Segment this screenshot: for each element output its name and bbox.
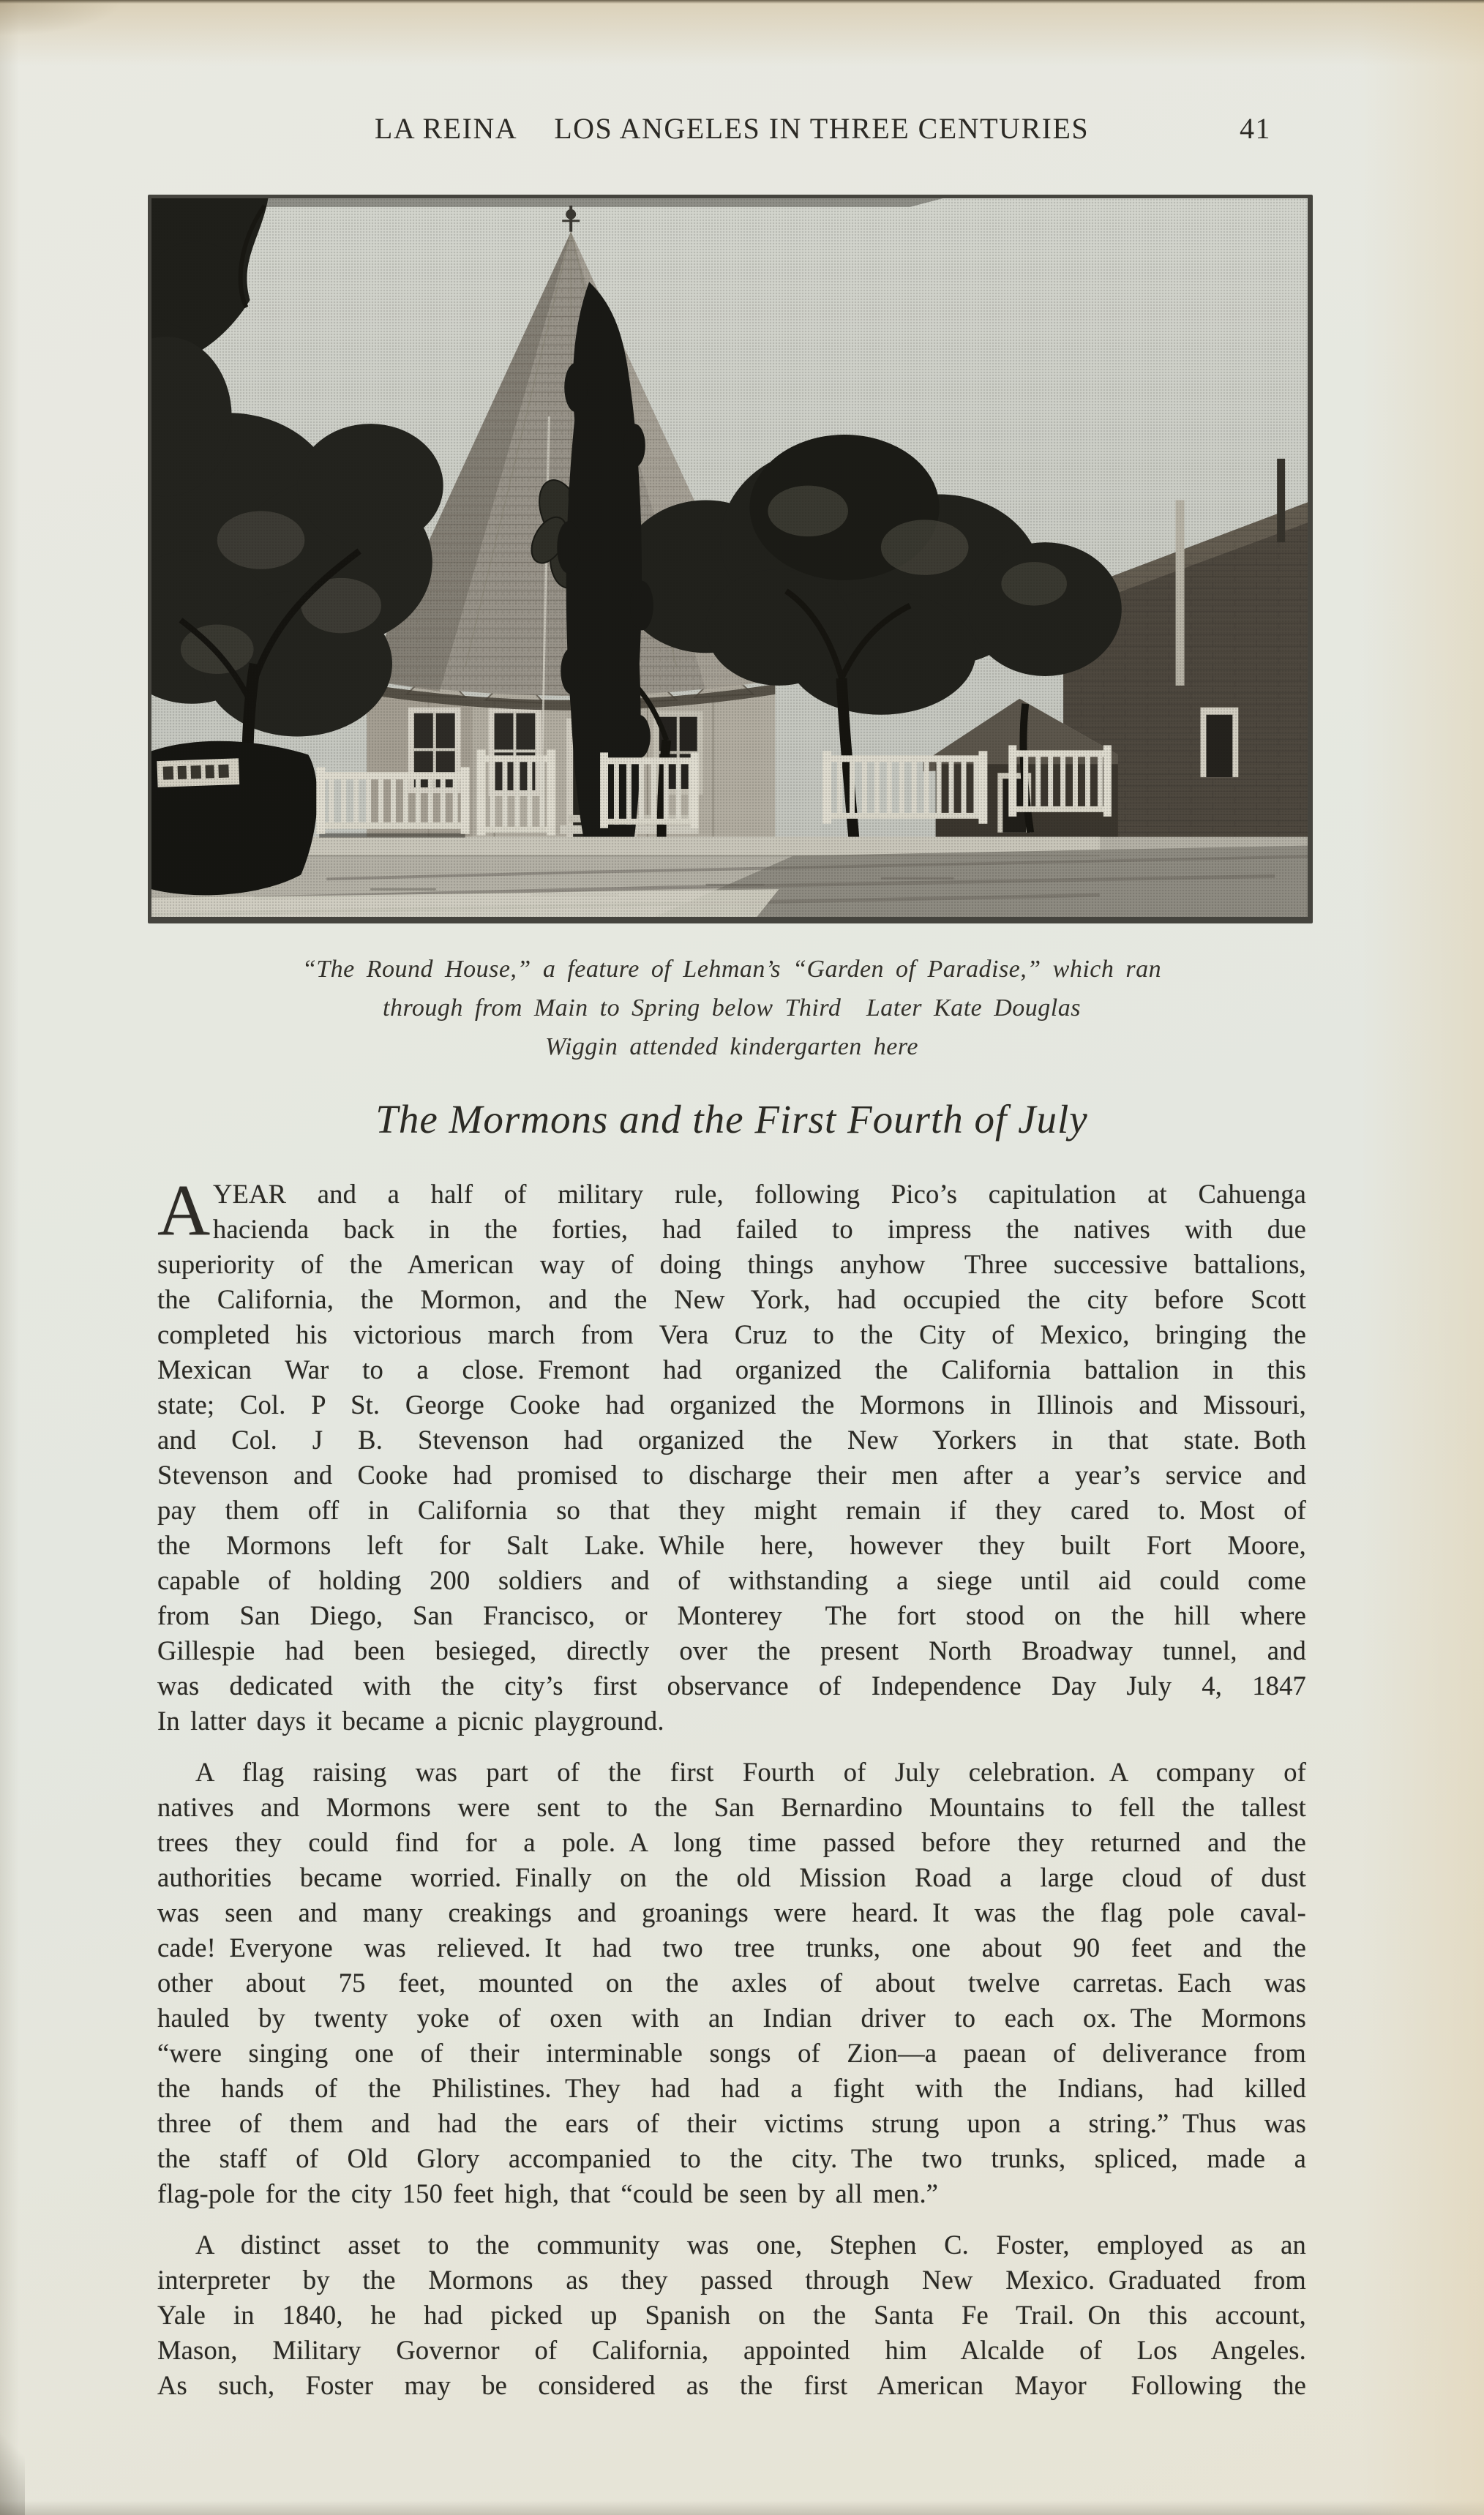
text-line: was seen and many creakings and groanings were heard. It was the flag pole caval- [157,1897,1306,1927]
photo-caption [157,950,1306,1066]
caption-line: Wiggin attended kindergarten here [545,1033,918,1060]
running-header [157,111,1306,155]
text-line: flag-pole for the city 150 feet high, that “could be seen by all men.” [157,2178,939,2208]
round-house-photo-illustration [151,198,1308,917]
text-line: “were singing one of their interminable songs of Zion—a paean of deliverance from [157,2038,1306,2068]
caption-line: through from Main to Spring below Third Later Kate Douglas [383,994,1081,1022]
text-line: Mexican War to a close. Fremont had organized the California battalion in this [157,1354,1306,1384]
round-house-photo [148,195,1313,923]
text-line: Yale in 1840, he had picked up Spanish on the Santa Fe Trail. On this account, [157,2300,1306,2330]
chapter-title: The Mormons and the First Fourth of July [375,1097,1088,1142]
text-line: Mason, Military Governor of California, appointed him Alcalde of Los Angeles. [157,2335,1306,2365]
running-header-titles [157,111,1306,146]
text-line: Gillespie had been besieged, directly over the present North Broadway tunnel, and [157,1635,1306,1665]
caption-line: “The Round House,” a feature of Lehman’s “Garden of Paradise,” which ran [301,956,1162,983]
text-line: the hands of the Philistines. They had had a fight with the Indians, had killed [157,2073,1306,2103]
text-line: hacienda back in the forties, had failed to impress the natives with due [213,1214,1306,1244]
text-line: and Col. J B. Stevenson had organized the New Yorkers in that state. Both [157,1425,1306,1455]
text-line: the California, the Mormon, and the New York, had occupied the city before Scott [157,1284,1306,1314]
text-line: interpreter by the Mormons as they passed through New Mexico. Graduated from [157,2265,1306,2295]
page-number: 41 [1240,112,1271,145]
text-line: cade! Everyone was relieved. It had two tree trunks, one about 90 feet and the [157,1933,1306,1963]
text-line: from San Diego, San Francisco, or Monterey The fort stood on the hill where [157,1600,1306,1630]
road [151,837,1308,917]
text-line: YEAR and a half of military rule, following Pico’s capitulation at Cahuenga [213,1179,1306,1209]
text-line: pay them off in California so that they might remain if they cared to. Most of [157,1495,1306,1525]
text-line: A flag raising was part of the first Fourth of July celebration. A company of [195,1757,1306,1787]
text-line: completed his victorious march from Vera Cruz to the City of Mexico, bringing the [157,1319,1306,1349]
header-book-title: LA REINA [374,112,518,145]
text-line: As such, Foster may be considered as the first American Mayor Following the [157,2370,1306,2400]
text-line: was dedicated with the city’s first observance of Independence Day July 4, 1847 [157,1671,1306,1701]
text-line: natives and Mormons were sent to the San Bernardino Mountains to fell the tallest [157,1792,1306,1822]
street-sign [157,758,239,787]
dark-bush [151,741,318,896]
text-line: hauled by twenty yoke of oxen with an Indian driver to each ox. The Mormons [157,2003,1306,2033]
body-text [157,1169,1306,2403]
text-line: trees they could find for a pole. A long time passed before they returned and the [157,1827,1306,1857]
drop-cap: A [157,1169,211,1251]
paragraph-3 [157,2227,1306,2403]
header-chapter-title: LOS ANGELES IN THREE CENTURIES [554,112,1090,145]
text-line: authorities became worried. Finally on the old Mission Road a large cloud of dust [157,1862,1306,1892]
text-line: other about 75 feet, mounted on the axles of about twelve carretas. Each was [157,1968,1306,1998]
paragraph-2 [157,1755,1306,2211]
text-line: three of them and had the ears of their victims strung upon a string.” Thus was [157,2108,1306,2138]
text-line: In latter days it became a picnic playground. [157,1706,664,1736]
text-line: the Mormons left for Salt Lake. While here, however they built Fort Moore, [157,1530,1306,1560]
photo-edge-smudge [151,198,943,207]
text-line: superiority of the American way of doing things anyhow Three successive battalions, [157,1249,1306,1279]
text-line: A distinct asset to the community was one, Stephen C. Foster, employed as an [195,2230,1306,2260]
text-line: state; Col. P St. George Cooke had organized the Mormons in Illinois and Missouri, [157,1390,1306,1420]
text-line: Stevenson and Cooke had promised to discharge their men after a year’s service and [157,1460,1306,1490]
paragraph-1 [157,1169,1306,1739]
text-line: capable of holding 200 soldiers and of withstanding a siege until aid could come [157,1565,1306,1595]
text-line: the staff of Old Glory accompanied to the city. The two trunks, spliced, made a [157,2143,1306,2173]
